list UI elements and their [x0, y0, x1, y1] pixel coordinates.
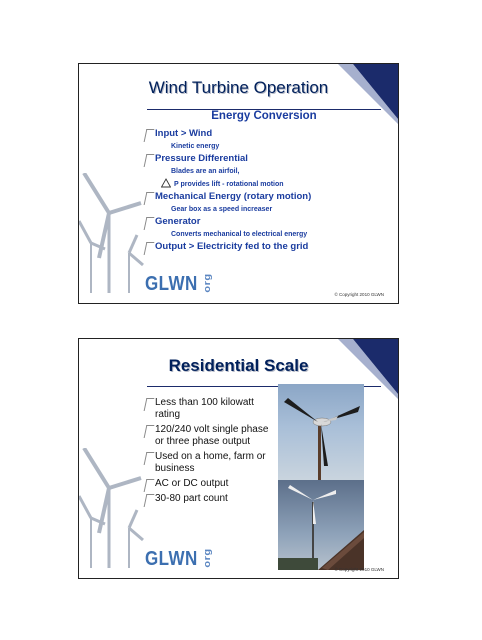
- sub-bullet-item: Blades are an airfoil,: [171, 168, 240, 175]
- triangle-icon: [161, 178, 171, 188]
- bullet-item: Pressure Differential: [143, 153, 393, 165]
- bullet-item: 120/240 volt single phase or three phase output: [143, 424, 278, 451]
- sub-bullet-item: [143, 178, 393, 191]
- sub-bullet-item: Gear box as a speed increaser: [171, 206, 273, 213]
- bullet-item: Mechanical Energy (rotary motion): [143, 191, 393, 203]
- bullet-item: AC or DC output: [143, 478, 278, 493]
- bullet-item: Generator: [143, 216, 393, 228]
- glwn-logo: [145, 548, 216, 571]
- logo-text: GLWN: [145, 548, 198, 570]
- glwn-logo: [145, 273, 216, 296]
- bullet-item: Input > Wind: [143, 128, 393, 140]
- bullet-item: Used on a home, farm or business: [143, 451, 278, 478]
- slide-wind-turbine-operation: [78, 63, 399, 304]
- slide-title: Wind Turbine Operation: [148, 78, 329, 97]
- wind-turbine-icon: [278, 384, 364, 480]
- bullet-list: [143, 128, 393, 253]
- turbine-photo-top: [278, 384, 364, 480]
- slide-residential-scale: [78, 338, 399, 579]
- logo-text: GLWN: [145, 273, 198, 295]
- copyright-text: © Copyright 2010 GLWN: [334, 567, 384, 572]
- sub-bullet-text: P provides lift - rotational motion: [174, 181, 284, 188]
- slide-title: Residential Scale: [168, 356, 309, 375]
- bullet-item: 30-80 part count: [143, 493, 278, 508]
- bullet-item: Less than 100 kilowatt rating: [143, 397, 278, 424]
- slide-subtitle: Energy Conversion: [211, 110, 317, 122]
- house-turbine-image: [278, 480, 364, 570]
- sub-bullet-item: Converts mechanical to electrical energy: [171, 231, 308, 238]
- copyright-text: © Copyright 2010 GLWN: [334, 292, 384, 297]
- wind-turbine-icon: [79, 173, 145, 293]
- sub-bullet-item: Kinetic energy: [171, 143, 220, 150]
- logo-suffix: org: [202, 548, 213, 568]
- turbine-photo-bottom: [278, 480, 364, 570]
- bullet-list: [143, 397, 278, 508]
- logo-suffix: org: [202, 273, 213, 293]
- bullet-item: Output > Electricity fed to the grid: [143, 241, 393, 253]
- wind-turbine-icon: [79, 448, 145, 568]
